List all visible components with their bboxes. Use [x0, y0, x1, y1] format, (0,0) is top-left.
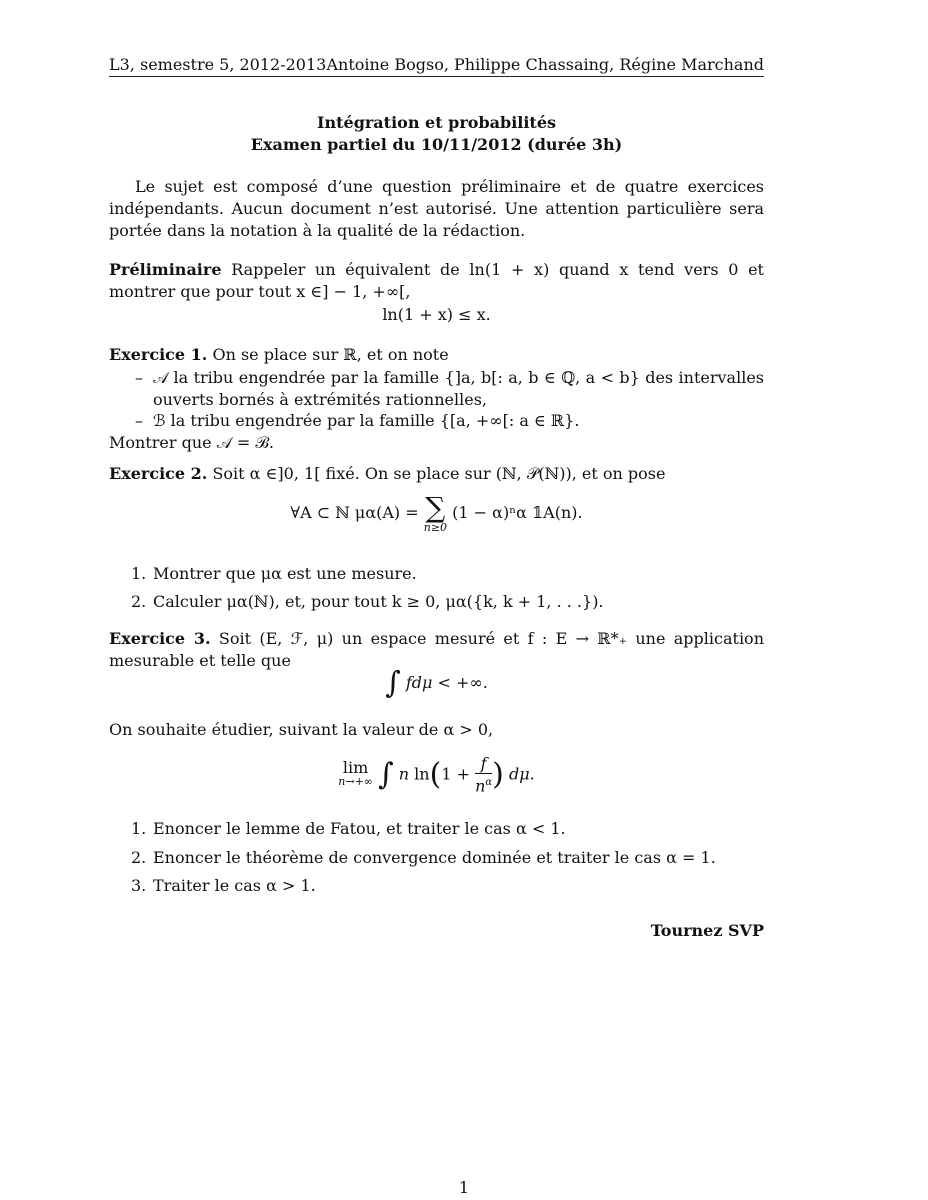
ex2-formula: [109, 491, 764, 534]
ex2-label: Exercice 2.: [109, 464, 208, 483]
ex2-intro: Soit α ∈]0, 1[ fixé. On se place sur (ℕ, 𝒫(ℕ)), et on pose: [212, 464, 666, 483]
header-course: L3, semestre 5, 2012-2013: [109, 55, 327, 74]
ex3-formula-1: ∫ fdμ < +∞.: [385, 665, 488, 701]
sum-symbol: ∑ n≥0: [423, 491, 448, 534]
exercise-2: [109, 463, 764, 485]
intro-paragraph: Le sujet est composé d’une question préliminaire et de quatre exercices indépendants. Aucun document n’est autorisé. Une attention particulière sera portée dans la notation à la qualité de la rédaction.: [109, 177, 764, 240]
ex1-item-2: ℬ la tribu engendrée par la famille {[a, +∞[: a ∈ ℝ}.: [153, 411, 580, 430]
bullet-dash: –: [135, 368, 143, 387]
preliminaire-label: Préliminaire: [109, 260, 222, 279]
header-authors: Antoine Bogso, Philippe Chassaing, Régine Marchand: [326, 55, 764, 74]
limit: lim n→+∞: [338, 758, 373, 789]
ex3-intro: Soit (E, ℱ, μ) un espace mesuré et f : E → ℝ*₊ une application mesurable et telle que: [109, 629, 764, 670]
title-line2: Examen partiel du 10/11/2012 (durée 3h): [250, 135, 623, 154]
turn-over-note: Tournez SVP: [650, 921, 764, 940]
preliminaire-text: Rappeler un équivalent de ln(1 + x) quand x tend vers 0 et montrer que pour tout x ∈] − 1, +∞[,: [109, 260, 764, 301]
page-number: 1: [458, 1178, 470, 1197]
integral-symbol: ∫: [378, 757, 394, 793]
ex1-intro: On se place sur ℝ, et on note: [212, 345, 449, 364]
exercise-3: [109, 628, 764, 672]
ex3-label: Exercice 3.: [109, 629, 211, 648]
integral-symbol: ∫: [385, 665, 401, 701]
ex3-formula-2: lim n→+∞ ∫ n ln(1 + $\frac{f}{n^\alpha}$ ) dμ.: [338, 754, 535, 796]
ex2-formula-left: ∀A ⊂ ℕ μα(A) =: [290, 503, 419, 522]
ex3-text-2: On souhaite étudier, suivant la valeur de α > 0,: [109, 720, 494, 739]
ex2-formula-right: (1 − α)ⁿα 𝟙A(n).: [452, 503, 583, 522]
ex1-conclusion: Montrer que 𝒜 = ℬ.: [109, 433, 274, 452]
preliminaire: [109, 259, 764, 303]
header-rule: [109, 76, 764, 77]
ex1-item-1: 𝒜 la tribu engendrée par la famille {]a, b[: a, b ∈ ℚ, a < b} des intervalles ouverts bornés à extrémités rationnelles,: [153, 368, 764, 409]
preliminaire-formula: ln(1 + x) ≤ x.: [382, 305, 491, 324]
exercise-1: [109, 344, 764, 366]
bullet-dash: –: [135, 411, 143, 430]
ex1-label: Exercice 1.: [109, 345, 208, 364]
exam-page: L3, semestre 5, 2012-2013 Antoine Bogso, Philippe Chassaing, Régine Marchand Intégration et probabilités Examen partiel du 10/11/2012 (durée 3h) Le sujet est composé d’une question préliminaire et de quatre exercices indépendants. Aucun document n’est autorisé. Une attention particulière sera portée dans la notation à la qualité de la rédaction. Préliminaire Rappeler un équivalent de ln(1 + x) quand x tend vers 0 et montrer que pour tout x ∈] − 1, +∞[, ln(1 + x) ≤ x. Exercice 1. On se place sur ℝ, et on note – 𝒜 la tribu engendrée par la famille {]a, b[: a, b ∈ ℚ, a < b} des intervalles ouverts bornés à extrémités rationnelles, – ℬ la tribu engendrée par la famille {[a, +∞[: a ∈ ℝ}. Montrer que 𝒜 = ℬ. Exercice 2. Soit α ∈]0, 1[ fixé. On se place sur (ℕ, 𝒫(ℕ)), et on pose ∀A ⊂ ℕ μα(A) = ∑ n≥0 (1 − α)ⁿα 𝟙A(n). 1. Montrer que μα est une mesure. 2. Calculer μα(ℕ), et, pour tout k ≥ 0, μα({k, k + 1, . . .}). Exercice 3. Soit (E, ℱ, μ) un espace mesuré et f : E → ℝ*₊ une application mesurable et telle que ∫ fdμ < +∞. On souhaite étudier, suivant la valeur de α > 0, lim n→+∞ ∫ n ln(1 + $\frac{f}{n^\alpha}$ ) dμ. 1. Enoncer le lemme de Fatou, et traiter le cas α < 1. 2. Enoncer le théorème de convergence dominée et traiter le cas α = 1. 3. Traiter le cas α > 1. Tournez SVP 1: [0, 0, 928, 1200]
title-line1: Intégration et probabilités: [317, 113, 556, 132]
sum-subscript: n≥0: [423, 521, 448, 534]
fraction: $\frac{f}{n^\alpha}$: [475, 754, 493, 796]
